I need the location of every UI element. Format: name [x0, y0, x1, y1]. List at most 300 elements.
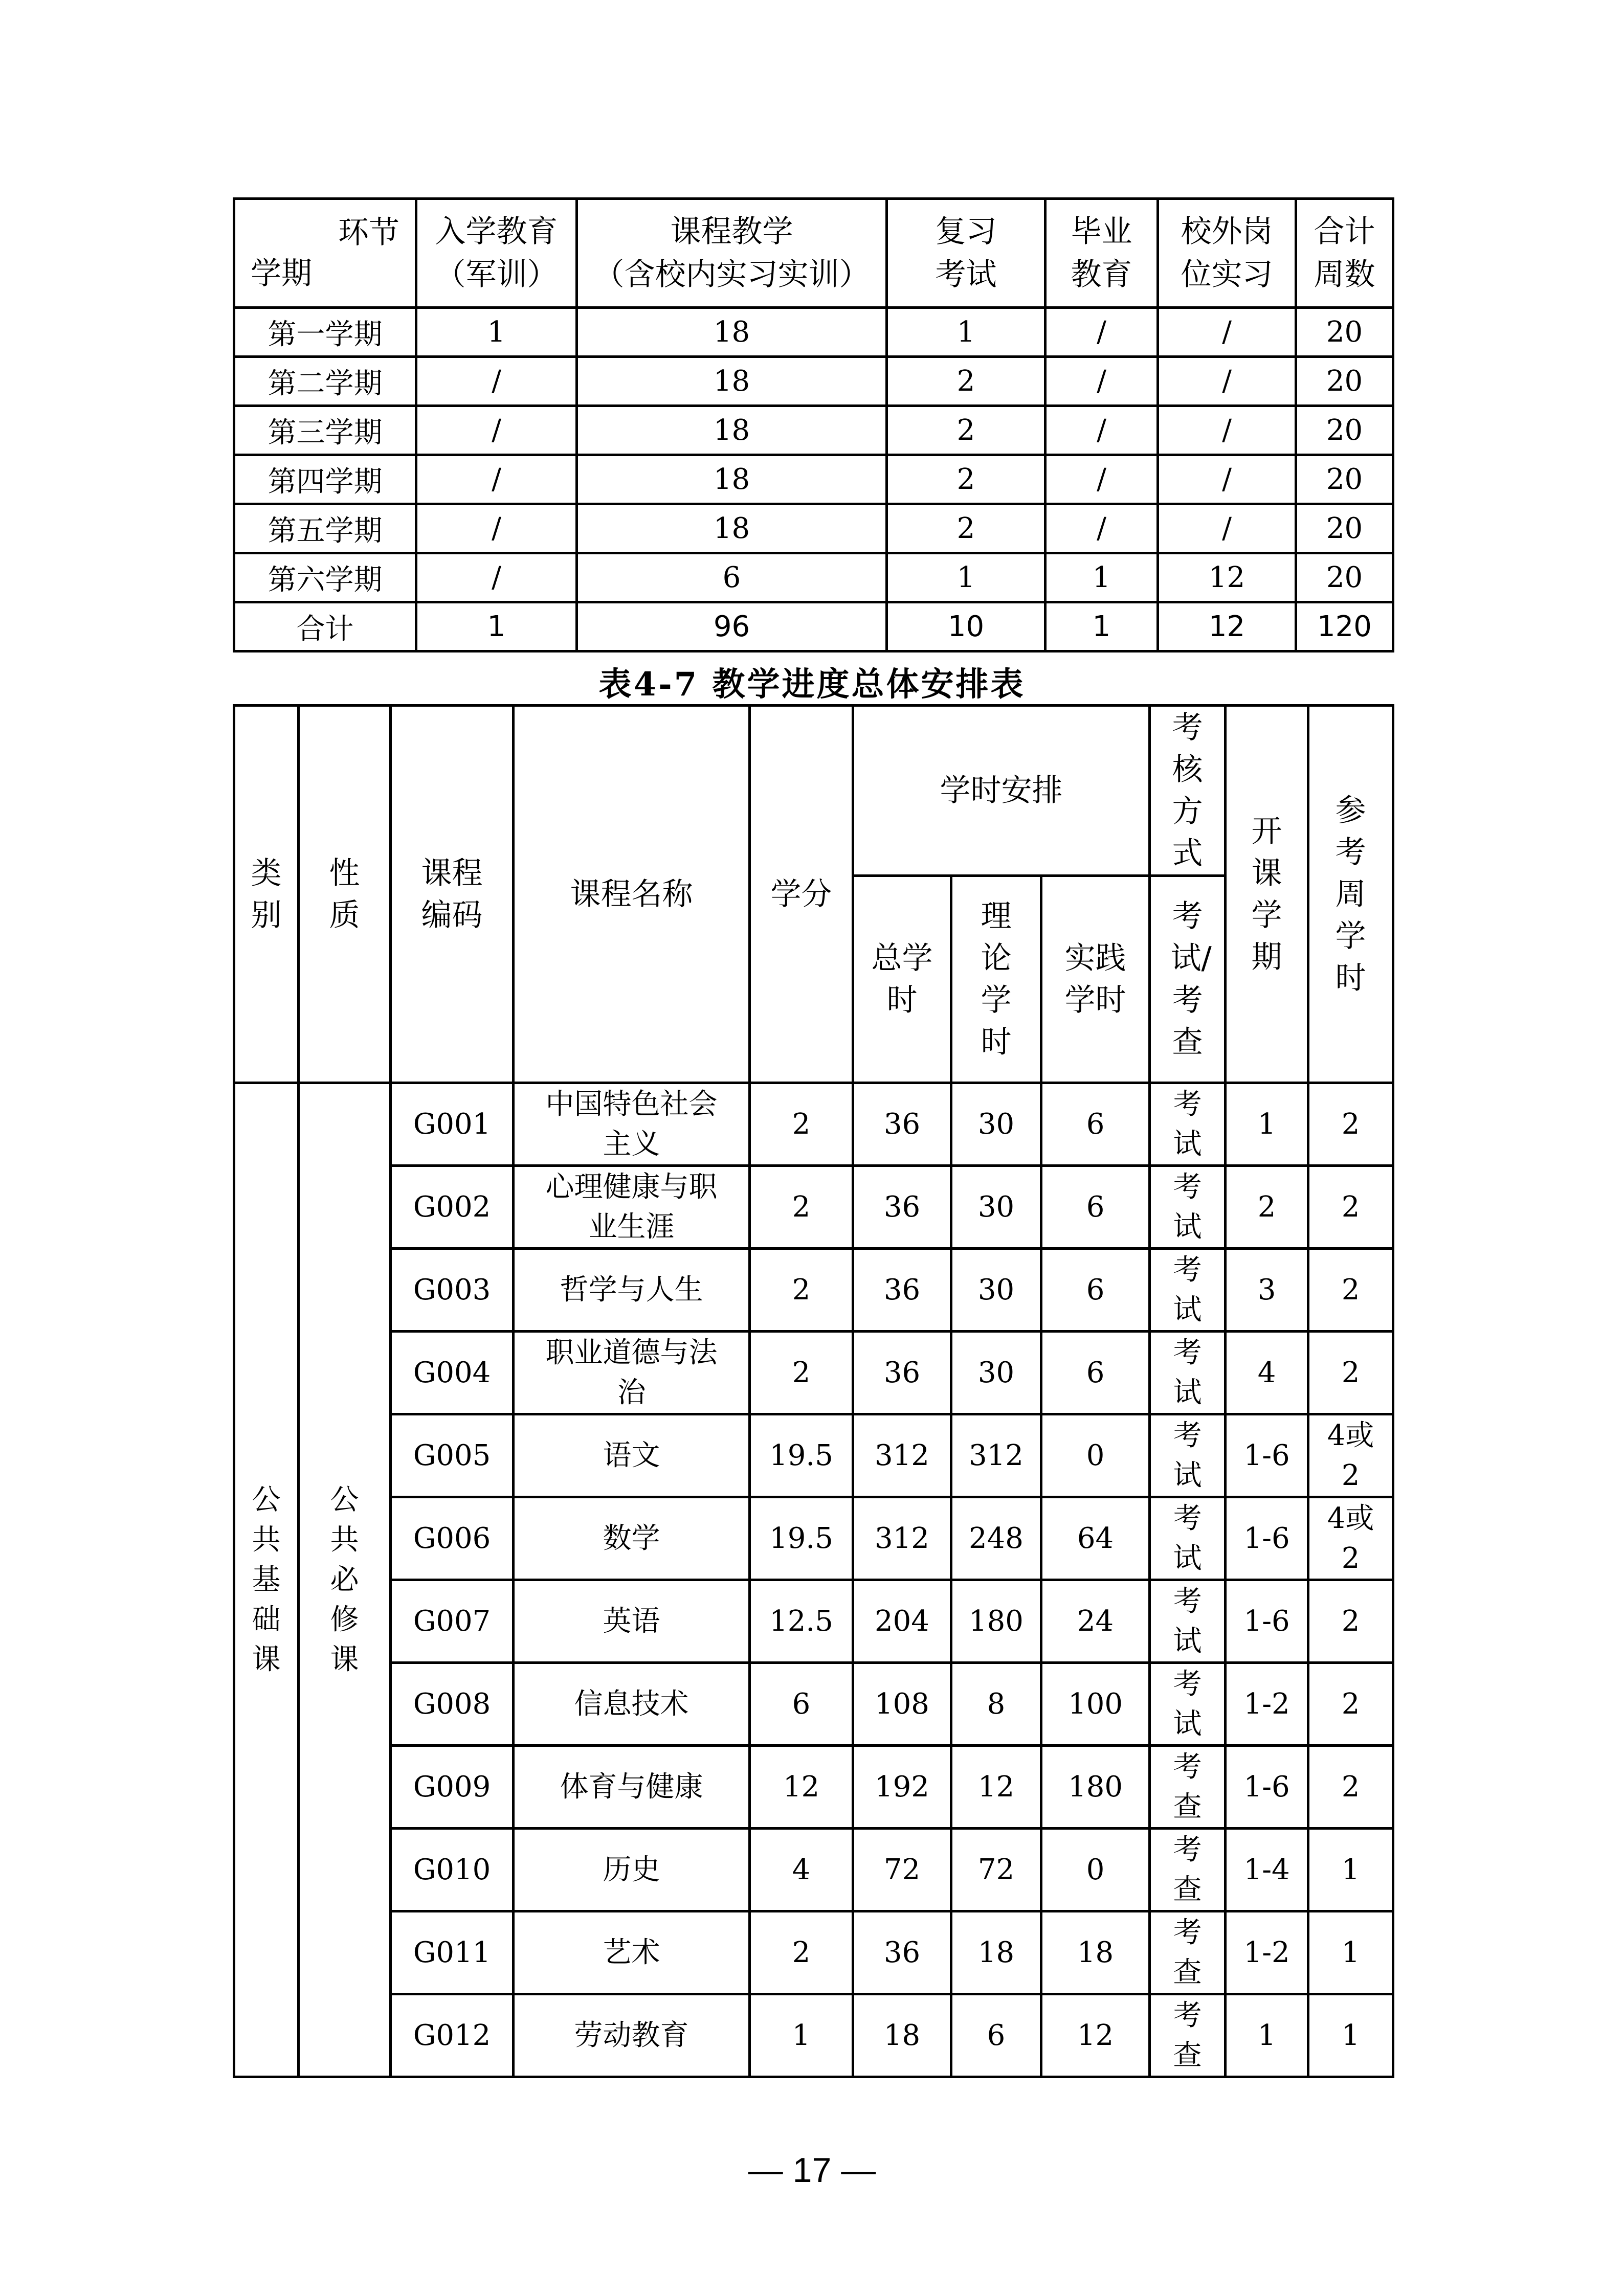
- credits-text: 4: [792, 1853, 811, 1886]
- term-text: 1-6: [1243, 1521, 1290, 1555]
- course-code-cell: [391, 1249, 514, 1332]
- header-label: 学分: [770, 876, 832, 912]
- weekly-hours-text: 2: [1341, 1273, 1360, 1307]
- total-hours-text: 36: [883, 1356, 921, 1389]
- term-cell: [1226, 1829, 1308, 1911]
- total-hours-text: 36: [883, 1107, 921, 1141]
- nature-label: 公共必修课: [330, 1483, 359, 1676]
- course-row: [234, 1994, 1393, 2077]
- course-code-text: G011: [413, 1935, 491, 1969]
- credits-text: 2: [792, 1935, 811, 1969]
- weeks-value-cell: 2: [887, 504, 1045, 553]
- weeks-value-cell: /: [1045, 406, 1158, 455]
- term-cell: 第一学期: [234, 308, 416, 357]
- course-name-cell: [514, 1911, 750, 1994]
- header-theory-hours: [951, 876, 1041, 1083]
- credits-cell: [750, 1083, 853, 1166]
- weeks-value-cell: 6: [577, 553, 887, 602]
- weeks-value-cell: 18: [577, 455, 887, 504]
- course-code-text: G009: [413, 1770, 491, 1804]
- total-hours-text: 108: [875, 1687, 929, 1721]
- assessment-text: 考试: [1173, 1584, 1202, 1658]
- weeks-value-cell: /: [1045, 504, 1158, 553]
- course-name-text: 职业道德与法治: [545, 1336, 718, 1409]
- practice-hours-text: 6: [1086, 1190, 1105, 1224]
- assessment-cell: [1150, 1083, 1226, 1166]
- term-text: 2: [1257, 1190, 1276, 1224]
- weeks-row: [234, 357, 1393, 406]
- weeks-row: [234, 308, 1393, 357]
- weekly-hours-text: 1: [1341, 2018, 1360, 2052]
- theory-hours-text: 72: [977, 1853, 1015, 1886]
- practice-hours-cell: [1041, 1746, 1150, 1829]
- weeks-value-cell: 20: [1296, 553, 1393, 602]
- course-row: [234, 1663, 1393, 1746]
- weeks-value-cell: 12: [1158, 553, 1296, 602]
- header-cell: [887, 199, 1045, 308]
- practice-hours-cell: [1041, 1994, 1150, 2077]
- weeks-value-cell: 20: [1296, 406, 1393, 455]
- header-cell: [1045, 199, 1158, 308]
- credits-cell: [750, 1663, 853, 1746]
- weeks-value-cell: /: [416, 504, 577, 553]
- practice-hours-cell: [1041, 1249, 1150, 1332]
- course-code-cell: [391, 1829, 514, 1911]
- term-cell: [1226, 1083, 1308, 1166]
- header-line: 课程教学: [670, 214, 793, 250]
- term-cell: [1226, 1414, 1308, 1497]
- weekly-hours-cell: [1308, 1414, 1393, 1497]
- category-cell: [234, 1083, 299, 2077]
- header-line: （军训）: [435, 257, 558, 292]
- course-code-cell: [391, 1580, 514, 1663]
- assessment-cell: [1150, 1497, 1226, 1580]
- theory-hours-text: 18: [977, 1935, 1015, 1969]
- course-name-cell: [514, 1829, 750, 1911]
- weeks-value-cell: /: [1045, 357, 1158, 406]
- credits-cell: [750, 1746, 853, 1829]
- header-label: 理论学时: [981, 898, 1012, 1060]
- weekly-hours-text: 1: [1341, 1853, 1360, 1886]
- term-cell: [1226, 1994, 1308, 2077]
- course-row: [234, 1829, 1393, 1911]
- practice-hours-text: 6: [1086, 1356, 1105, 1389]
- header-hours-group: [853, 706, 1150, 876]
- theory-hours-cell: [951, 1083, 1041, 1166]
- weeks-value-cell: 20: [1296, 455, 1393, 504]
- term-cell: 第三学期: [234, 406, 416, 455]
- weekly-hours-text: 2: [1341, 1190, 1360, 1224]
- course-name-text: 艺术: [603, 1935, 660, 1969]
- weeks-value-cell: /: [1045, 308, 1158, 357]
- assessment-text: 考查: [1173, 1750, 1202, 1824]
- weeks-value-cell: /: [1158, 455, 1296, 504]
- theory-hours-text: 30: [977, 1107, 1015, 1141]
- total-hours-text: 36: [883, 1190, 921, 1224]
- weekly-hours-cell: [1308, 1083, 1393, 1166]
- course-code-cell: [391, 1746, 514, 1829]
- course-row: [234, 1166, 1393, 1249]
- course-name-cell: [514, 1746, 750, 1829]
- weekly-hours-cell: [1308, 1994, 1393, 2077]
- assessment-cell: [1150, 1829, 1226, 1911]
- course-name-cell: [514, 1332, 750, 1414]
- header-cell: [416, 199, 577, 308]
- header-assessment-group: [1150, 706, 1226, 876]
- theory-hours-cell: [951, 1249, 1041, 1332]
- header-line: 复习: [935, 214, 997, 250]
- total-hours-text: 72: [883, 1853, 921, 1886]
- weeks-value-cell: 18: [577, 357, 887, 406]
- header-cell: [1296, 199, 1393, 308]
- theory-hours-cell: [951, 1746, 1041, 1829]
- weekly-hours-text: 4或2: [1327, 1501, 1374, 1575]
- total-value-cell: 1: [416, 602, 577, 651]
- total-hours-text: 36: [883, 1935, 921, 1969]
- header-label: 学时安排: [940, 773, 1063, 808]
- weeks-value-cell: 18: [577, 406, 887, 455]
- assessment-text: 考试: [1173, 1667, 1202, 1741]
- weeks-value-cell: 18: [577, 308, 887, 357]
- theory-hours-cell: [951, 1994, 1041, 2077]
- weeks-row: [234, 553, 1393, 602]
- weeks-value-cell: 2: [887, 406, 1045, 455]
- theory-hours-cell: [951, 1166, 1041, 1249]
- credits-text: 19.5: [769, 1438, 833, 1472]
- term-cell: 第二学期: [234, 357, 416, 406]
- weekly-hours-cell: [1308, 1829, 1393, 1911]
- total-hours-text: 312: [875, 1438, 929, 1472]
- weekly-hours-cell: [1308, 1166, 1393, 1249]
- theory-hours-text: 180: [969, 1604, 1024, 1638]
- practice-hours-text: 0: [1086, 1438, 1105, 1472]
- theory-hours-cell: [951, 1414, 1041, 1497]
- term-cell: 第六学期: [234, 553, 416, 602]
- total-hours-cell: [853, 1994, 951, 2077]
- credits-cell: [750, 1332, 853, 1414]
- header-line: 合计: [1314, 214, 1375, 250]
- header-term: [1226, 706, 1308, 1083]
- practice-hours-cell: [1041, 1332, 1150, 1414]
- weeks-value-cell: 2: [887, 357, 1045, 406]
- header-label: 参考周学时: [1335, 792, 1366, 996]
- term-text: 1: [1257, 1107, 1276, 1141]
- course-name-cell: [514, 1083, 750, 1166]
- course-name-text: 数学: [603, 1521, 660, 1555]
- corner-bottom-left-label: 学期: [251, 256, 312, 291]
- course-code-text: G007: [413, 1604, 491, 1638]
- total-hours-text: 18: [883, 2018, 921, 2052]
- practice-hours-text: 24: [1077, 1604, 1114, 1638]
- practice-hours-cell: [1041, 1911, 1150, 1994]
- schedule-header-row-1: [234, 706, 1393, 876]
- course-row: [234, 1414, 1393, 1497]
- credits-text: 2: [792, 1107, 811, 1141]
- weeks-value-cell: /: [1045, 455, 1158, 504]
- theory-hours-text: 8: [987, 1687, 1006, 1721]
- theory-hours-cell: [951, 1829, 1041, 1911]
- practice-hours-text: 64: [1077, 1521, 1114, 1555]
- assessment-text: 考查: [1173, 1916, 1202, 1989]
- credits-text: 2: [792, 1273, 811, 1307]
- total-hours-cell: [853, 1911, 951, 1994]
- header-cell: [577, 199, 887, 308]
- total-hours-cell: [853, 1332, 951, 1414]
- practice-hours-cell: [1041, 1414, 1150, 1497]
- weeks-row: [234, 504, 1393, 553]
- header-credits: [750, 706, 853, 1083]
- assessment-cell: [1150, 1249, 1226, 1332]
- theory-hours-text: 30: [977, 1356, 1015, 1389]
- weeks-value-cell: /: [416, 357, 577, 406]
- corner-top-right-label: 环节: [338, 215, 399, 251]
- weekly-hours-cell: [1308, 1663, 1393, 1746]
- header-line: （含校内实习实训）: [593, 257, 870, 292]
- assessment-text: 考试: [1173, 1336, 1202, 1409]
- weekly-hours-cell: [1308, 1249, 1393, 1332]
- practice-hours-cell: [1041, 1166, 1150, 1249]
- total-hours-text: 192: [875, 1770, 929, 1804]
- course-code-cell: [391, 1083, 514, 1166]
- theory-hours-cell: [951, 1580, 1041, 1663]
- weekly-hours-cell: [1308, 1332, 1393, 1414]
- course-name-cell: [514, 1414, 750, 1497]
- weekly-hours-text: 1: [1341, 1935, 1360, 1969]
- total-value-cell: 120: [1296, 602, 1393, 651]
- weeks-value-cell: 1: [887, 308, 1045, 357]
- weeks-value-cell: /: [416, 455, 577, 504]
- term-text: 1-6: [1243, 1604, 1290, 1638]
- theory-hours-cell: [951, 1332, 1041, 1414]
- course-row: [234, 1911, 1393, 1994]
- total-value-cell: 10: [887, 602, 1045, 651]
- course-code-text: G003: [413, 1273, 491, 1307]
- course-code-text: G001: [413, 1107, 491, 1141]
- course-row: [234, 1497, 1393, 1580]
- term-cell: [1226, 1332, 1308, 1414]
- total-value-cell: 96: [577, 602, 887, 651]
- weeks-row: [234, 455, 1393, 504]
- course-name-text: 哲学与人生: [560, 1273, 703, 1307]
- weekly-hours-cell: [1308, 1746, 1393, 1829]
- practice-hours-text: 180: [1068, 1770, 1123, 1804]
- practice-hours-text: 6: [1086, 1273, 1105, 1307]
- header-label: 课程名称: [570, 876, 693, 912]
- header-label: 课程编码: [421, 855, 483, 933]
- weeks-value-cell: /: [416, 553, 577, 602]
- practice-hours-text: 6: [1086, 1107, 1105, 1141]
- total-label-cell: 合计: [234, 602, 416, 651]
- weekly-hours-text: 2: [1341, 1687, 1360, 1721]
- course-name-cell: [514, 1166, 750, 1249]
- course-code-cell: [391, 1911, 514, 1994]
- term-cell: [1226, 1497, 1308, 1580]
- total-hours-cell: [853, 1414, 951, 1497]
- course-code-text: G004: [413, 1356, 491, 1389]
- weekly-hours-text: 2: [1341, 1356, 1360, 1389]
- course-name-text: 劳动教育: [574, 2018, 689, 2052]
- page-number: — 17 —: [748, 2151, 876, 2190]
- header-total-hours: [853, 876, 951, 1083]
- weekly-hours-cell: [1308, 1911, 1393, 1994]
- theory-hours-cell: [951, 1663, 1041, 1746]
- credits-cell: [750, 1414, 853, 1497]
- weeks-value-cell: 2: [887, 455, 1045, 504]
- course-code-cell: [391, 1994, 514, 2077]
- header-line: 毕业: [1071, 214, 1132, 250]
- term-cell: [1226, 1911, 1308, 1994]
- term-text: 1-6: [1243, 1438, 1290, 1472]
- course-code-text: G002: [413, 1190, 491, 1224]
- course-row: [234, 1746, 1393, 1829]
- header-label: 类别: [251, 855, 282, 933]
- assessment-cell: [1150, 1746, 1226, 1829]
- course-code-text: G010: [413, 1853, 491, 1886]
- table-caption: 表4-7 教学进度总体安排表: [598, 665, 1026, 704]
- total-hours-cell: [853, 1580, 951, 1663]
- header-label: 考核方式: [1172, 710, 1203, 871]
- practice-hours-cell: [1041, 1829, 1150, 1911]
- course-name-text: 心理健康与职业生涯: [545, 1170, 718, 1244]
- theory-hours-text: 248: [969, 1521, 1024, 1555]
- header-line: 位实习: [1181, 257, 1273, 292]
- theory-hours-text: 312: [969, 1438, 1024, 1472]
- header-line: 考试: [935, 257, 997, 292]
- credits-text: 19.5: [769, 1521, 833, 1555]
- header-label: 开课学期: [1251, 813, 1282, 975]
- assessment-text: 考查: [1173, 1833, 1202, 1906]
- total-hours-cell: [853, 1746, 951, 1829]
- term-cell: 第五学期: [234, 504, 416, 553]
- assessment-text: 考查: [1173, 1998, 1202, 2072]
- weeks-total-row: [234, 602, 1393, 651]
- credits-text: 1: [792, 2018, 811, 2052]
- course-name-text: 中国特色社会主义: [545, 1087, 718, 1161]
- header-label: 实践学时: [1064, 940, 1126, 1018]
- term-cell: [1226, 1580, 1308, 1663]
- header-line: 校外岗: [1181, 214, 1273, 250]
- total-hours-cell: [853, 1663, 951, 1746]
- assessment-text: 考试: [1173, 1087, 1202, 1161]
- theory-hours-cell: [951, 1497, 1041, 1580]
- weeks-value-cell: 1: [887, 553, 1045, 602]
- header-line: 入学教育: [435, 214, 558, 250]
- credits-text: 12: [783, 1770, 820, 1804]
- header-weekly-hours: [1308, 706, 1393, 1083]
- practice-hours-text: 0: [1086, 1853, 1105, 1886]
- credits-cell: [750, 1166, 853, 1249]
- header-line: 周数: [1314, 257, 1375, 292]
- credits-text: 6: [792, 1687, 811, 1721]
- term-text: 1: [1257, 2018, 1276, 2052]
- weeks-value-cell: 20: [1296, 357, 1393, 406]
- practice-hours-cell: [1041, 1497, 1150, 1580]
- weeks-value-cell: /: [1158, 504, 1296, 553]
- weekly-hours-text: 4或2: [1327, 1419, 1374, 1492]
- header-name: [514, 706, 750, 1083]
- weeks-row: [234, 406, 1393, 455]
- weekly-hours-text: 2: [1341, 1107, 1360, 1141]
- weekly-hours-text: 2: [1341, 1604, 1360, 1638]
- assessment-cell: [1150, 1414, 1226, 1497]
- teaching-schedule-table: [233, 704, 1394, 2078]
- total-hours-text: 204: [875, 1604, 929, 1638]
- term-text: 3: [1257, 1273, 1276, 1307]
- weeks-value-cell: /: [1158, 357, 1296, 406]
- total-hours-text: 312: [875, 1521, 929, 1555]
- weeks-value-cell: 20: [1296, 504, 1393, 553]
- nature-cell: [299, 1083, 391, 2077]
- weeks-value-cell: 20: [1296, 308, 1393, 357]
- total-hours-cell: [853, 1497, 951, 1580]
- course-name-text: 体育与健康: [560, 1770, 703, 1804]
- category-label: 公共基础课: [252, 1483, 281, 1676]
- header-practice-hours: [1041, 876, 1150, 1083]
- assessment-cell: [1150, 1663, 1226, 1746]
- weeks-header-row: [234, 199, 1393, 308]
- course-row: [234, 1249, 1393, 1332]
- assessment-cell: [1150, 1994, 1226, 2077]
- total-value-cell: 1: [1045, 602, 1158, 651]
- course-name-cell: [514, 1994, 750, 2077]
- total-hours-cell: [853, 1166, 951, 1249]
- assessment-cell: [1150, 1332, 1226, 1414]
- header-assessment: [1150, 876, 1226, 1083]
- assessment-cell: [1150, 1166, 1226, 1249]
- weeks-value-cell: 1: [416, 308, 577, 357]
- practice-hours-cell: [1041, 1083, 1150, 1166]
- total-hours-text: 36: [883, 1273, 921, 1307]
- course-code-cell: [391, 1497, 514, 1580]
- course-code-cell: [391, 1663, 514, 1746]
- course-code-cell: [391, 1166, 514, 1249]
- credits-text: 12.5: [769, 1604, 833, 1638]
- theory-hours-text: 30: [977, 1190, 1015, 1224]
- credits-cell: [750, 1829, 853, 1911]
- course-code-text: G006: [413, 1521, 491, 1555]
- credits-cell: [750, 1497, 853, 1580]
- credits-cell: [750, 1249, 853, 1332]
- header-category: [234, 706, 299, 1083]
- term-cell: [1226, 1746, 1308, 1829]
- assessment-text: 考试: [1173, 1170, 1202, 1244]
- term-text: 1-2: [1243, 1687, 1290, 1721]
- practice-hours-text: 12: [1077, 2018, 1114, 2052]
- weeks-value-cell: 18: [577, 504, 887, 553]
- weeks-allocation-table: [233, 197, 1394, 652]
- term-cell: [1226, 1663, 1308, 1746]
- header-line: 教育: [1071, 257, 1132, 292]
- credits-cell: [750, 1580, 853, 1663]
- weeks-value-cell: /: [1158, 308, 1296, 357]
- corner-header-cell: [234, 199, 416, 308]
- practice-hours-cell: [1041, 1580, 1150, 1663]
- weeks-value-cell: /: [1158, 406, 1296, 455]
- course-name-cell: [514, 1663, 750, 1746]
- header-nature: [299, 706, 391, 1083]
- course-name-cell: [514, 1497, 750, 1580]
- practice-hours-cell: [1041, 1663, 1150, 1746]
- header-cell: [1158, 199, 1296, 308]
- practice-hours-text: 18: [1077, 1935, 1114, 1969]
- credits-text: 2: [792, 1190, 811, 1224]
- credits-text: 2: [792, 1356, 811, 1389]
- term-text: 1-6: [1243, 1770, 1290, 1804]
- course-code-cell: [391, 1332, 514, 1414]
- course-name-cell: [514, 1580, 750, 1663]
- term-text: 1-2: [1243, 1935, 1290, 1969]
- credits-cell: [750, 1994, 853, 2077]
